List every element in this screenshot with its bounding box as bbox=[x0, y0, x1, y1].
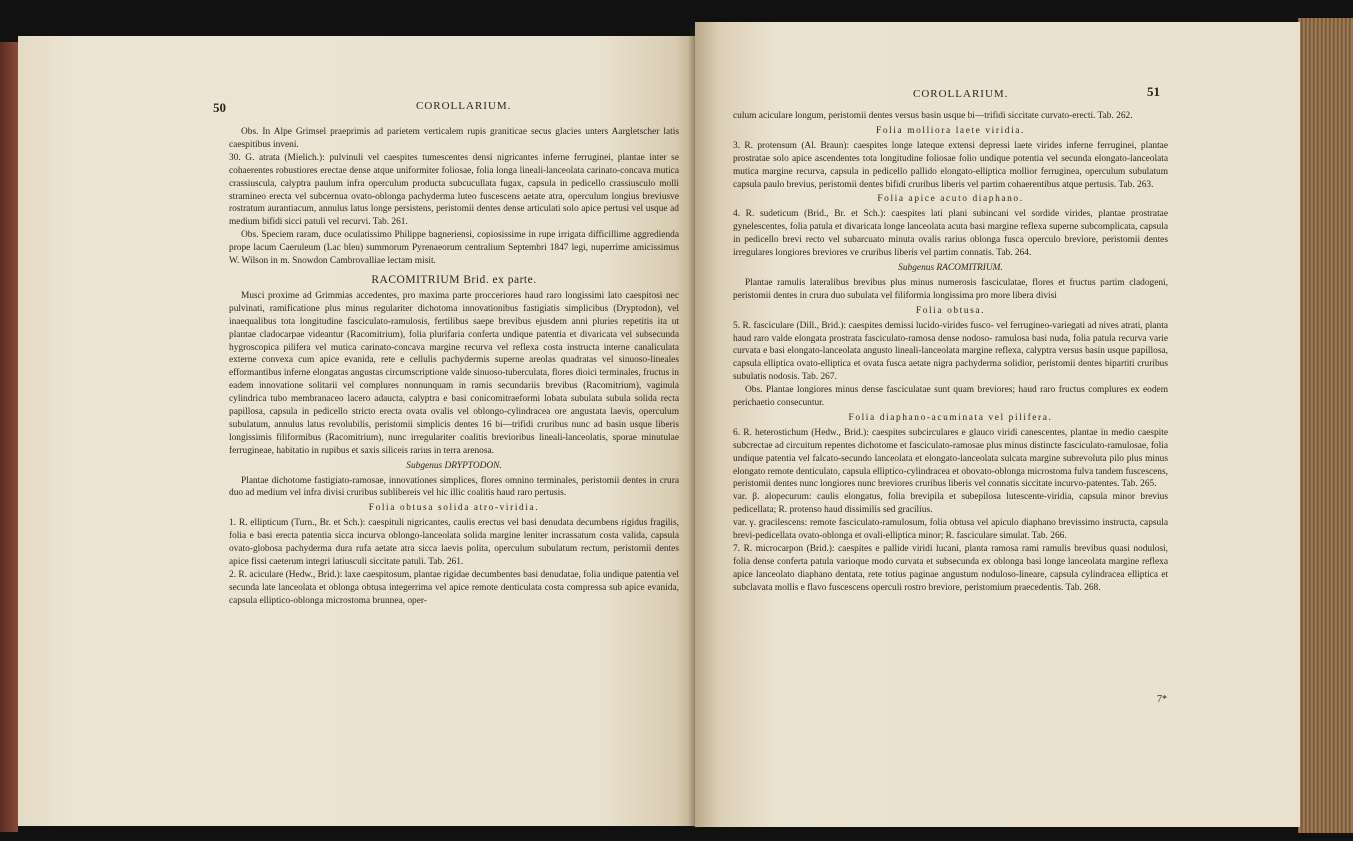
section-folia-obtusa-right: Folia obtusa. bbox=[915, 305, 986, 316]
species-fasciculare: 5. R. fasciculare (Dill., Brid.): caespites demissi lucido-virides fusco- vel ferrugineo-variegati ad nives atrati, planta haud raro valde elongata prostrata fasciculato-ramosa dense nodoso- ramulosa basi nuda, folia patula recurva varie curvata e basi elongato-lanceolata angusto lineali-lanceolata margine reflexa, calyptra versus basin usque papillosa, capsula elliptica ovato-elliptica et ovata fusca aetate nigra pachyderma solidior, peristomii dentes bipartiti cruribus subulatis nodosis. Tab. 267. bbox=[733, 320, 1168, 383]
variety-gracilescens: var. γ. gracilescens: remote fasciculato-ramulosum, folia obtusa vel apiculo diaphano brevissimo instructa, capsula brevi-pedicellata ovato-oblonga et ovali-elliptica minor; R. fasciculare simulat. Tab. 266. bbox=[733, 518, 1168, 542]
species-atrata: 30. G. atrata (Mielich.): pulvinuli vel caespites tumescentes densi nigricantes inferne ferruginei, plantae inter se cohaerentes robustiores erectae dense atque uniformiter foliosae, folia longa lineali-lanceolata carinato-concava mutica crassiuscula, calyptra paulum infra operculum producta subcucullata fugax, capsula in pedicello crassiusculo molli stramineo erecta vel subcernua ovato-oblonga pachyderma luteo fuscescens aetate atra, operculum longius breviusve rostratum aurantiacum, annulus latus longe persistens, peristomii dentes dense articulati solo apice pertusi vel usque ad medium bifidi sicci patuli vel recurvi. Tab. 261. bbox=[229, 152, 679, 228]
subgenus-racomitrium: Subgenus RACOMITRIUM. bbox=[898, 262, 1003, 273]
left-body bbox=[229, 126, 679, 608]
obs-atrata: Obs. Speciem raram, duce oculatissimo Philippe bagneriensi, copiosissime in rupe irrigata difficillime aggredienda prope lacum Caeruleum (Lac bleu) summorum Pyrenaeorum centralium Septembri 1847 legi, nuperrime amicissimus W. Wilson in m. Snowdon Cambrovalliae lectam misit. bbox=[229, 230, 679, 267]
subgenus-dryptodon: Subgenus DRYPTODON. bbox=[406, 460, 502, 471]
section-folia-molliora: Folia molliora laete viridia. bbox=[876, 125, 1025, 136]
page-number-left: 50 bbox=[213, 100, 226, 115]
variety-alopecurum: var. β. alopecurum: caulis elongatus, folia brevipila et subepilosa lutescente-viridia, capsula minor brevius pedicellata; R. protenso haud dissimilis sed gracilius. bbox=[733, 492, 1168, 516]
genus-heading: RACOMITRIUM Brid. ex parte. bbox=[371, 273, 537, 286]
section-folia-diaphano: Folia diaphano-acuminata vel pilifera. bbox=[848, 412, 1053, 423]
species-microcarpon: 7. R. microcarpon (Brid.): caespites e pallide viridi lucani, planta ramosa rami ramulis brevibus quasi nodulosi, folia dense conferta patula varioque modo curvata et subsecunda ex oblonga basi longe lanceolata margine reflexa apice lanceolato diaphano dentata, rete totius paginae angustum noduloso-lineare, capsula cylindracea elliptica et subclavata mollis e flavo fuscescens operculi rostro breviore, peristomium praecedentis. Tab. 268. bbox=[733, 544, 1168, 593]
species-aciculare: 2. R. aciculare (Hedw., Brid.): laxe caespitosum, plantae rigidae decumbentes basi denudatae, folia undique patentia vel secunda late lanceolata et oblonga obtusa integerrima vel apice remote denticulata costa compressa sub apice evanida, capsula elliptico-oblonga microstoma brunnea, oper- bbox=[229, 569, 679, 606]
species-sudeticum: 4. R. sudeticum (Brid., Br. et Sch.): caespites lati plani subincani vel sordide virides, plantae prostratae gynelescentes, folia patula et divaricata longe lanceolata acuta basi margine reflexa superne subcomplicata, capsula in pedicello brevi recto vel subarcuato minuta ovalis rarius oblonga fusca operculo breviore, peristomii dentes irregulares longiores breviores ve cruribus liberis vel partim connatis. Tab. 264. bbox=[733, 209, 1168, 259]
left-page bbox=[18, 36, 695, 826]
running-head-right: COROLLARIUM. bbox=[913, 88, 1009, 100]
species-protensum: 3. R. protensum (Al. Braun): caespites longe lateque extensi depressi laete virides inferne ferruginei, plantae prostratae solo apice ascendentes tota longitudine foliosae folio undique potentia vel secunda elongato-lanceolata mutica margine recurva, capsula in pedicello pallido elongato-elliptica mollior ferruginea, operculum subulatum capsula paulo brevius, peristomii dentes bifidi cruribus liberis vel partim cohaerentibus atque pertusis. Tab. 263. bbox=[733, 140, 1168, 190]
subgenus-racomitrium-description: Plantae ramulis lateralibus brevibus plus minus numerosis fasciculatae, flores et fructus partim cladogeni, peristomii dentes in crura duo subulata vel filiformia longissima pro more libera divisi bbox=[733, 277, 1168, 301]
section-folia-obtusa: Folia obtusa solida atro-viridia. bbox=[368, 503, 540, 514]
obs-fasciculare: Obs. Plantae longiores minus dense fasciculatae sunt quam breviores; haud raro fructus complures ex eodem perichaetio consecuntur. bbox=[733, 385, 1168, 409]
subgenus-description: Plantae dichotome fastigiato-ramosae, innovationes simplices, flores omnino terminales, peristomii dentes in crura duo ad medium vel infra divisi cruribus sublibereis vel hic illic coalitis haud raro pertusis. bbox=[229, 475, 679, 499]
right-page bbox=[695, 22, 1300, 827]
obs-grimsel: Obs. In Alpe Grimsel praeprimis ad parietem verticalem rupis graniticae secus glacies unters Aargletscher latis caespitibus inveni. bbox=[229, 127, 679, 150]
running-head-left: COROLLARIUM. bbox=[416, 100, 512, 112]
continuation-aciculare: culum aciculare longum, peristomii dentes versus basin usque bi—trifidi siccitate curvato-erecti. Tab. 262. bbox=[733, 111, 1133, 121]
section-folia-apice-acuto: Folia apice acuto diaphano. bbox=[877, 194, 1024, 205]
species-ellipticum: 1. R. ellipticum (Turn., Br. et Sch.): caespituli nigricantes, caulis erectus vel basi denudata decumbens rigidus fragilis, folia e basi erecta patentia sicca incurva oblongo-lanceolata solida margine leniter incrassatum costa valida, capsula ovato-globosa pachyderma dura rufa aetate atra sicca laevis polita, operculum subulatum rectum, peristomii dentes apice fissi caeterum integri latiusculi siccitate patuli. Tab. 261. bbox=[229, 518, 679, 567]
book-edge-right bbox=[1298, 18, 1353, 833]
signature-mark: 7* bbox=[1157, 694, 1167, 705]
species-heterostichum: 6. R. heterostichum (Hedw., Brid.): caespites subcirculares e glauco viridi canescentes, plantae in medio caespite subcrectae ad circuitum repentes dichotome et fasciculato-ramosae plus minus distincte fasciculato-ramulosae, folia undique patentia vel falcato-secundo lanceolata et elongato-lanceolata sulcata margine subrevoluta pilo plus minus elongato remote denticulato, capsula elliptico-cylindracea et obovato-oblonga microstoma fulva tandem fuscescens, peristomii dentes nunc longiores nunc breviores cruribus liberis vel connatis siccitate incurvo-patentes. Tab. 265. bbox=[733, 427, 1168, 490]
page-number-right: 51 bbox=[1147, 84, 1160, 99]
book-edge-left bbox=[0, 42, 18, 832]
genus-description: Musci proxime ad Grimmias accedentes, pro maxima parte procceriores haud raro longissimi lato caespitosi nec pulvinati, ramificatione plus minus regulariter dichotoma innovationibus fastigiatis simplicibus (Dryptodon), vel inaequalibus tota longitudine fasciculato-ramulosis, fertilibus saepe brevibus ejusdem anni pluries repetitis ita ut plantae cladocarpae videantur (Racomitrium), folia plurifaria conferta undique patentia et divaricata vel subsecunda hygroscopica pilifera vel mutica carinato-concava margine recurva vel reflexa costa instructa interne canaliculata externe convexa cum apice evanida, rete e cellulis pachydermis superne areolas quadratas vel sinuoso-lineales efformantibus inferne elongatas angustas circumscriptione valde sinuoso-tuberculata, flores dioici terminales, fructus in eadem innovatione solitarii vel complures nonnunquam in ramis secundariis brevibus (Racomitrium), vaginula cylindrica tubo membranaceo lacero adaucta, calyptra e basi conicomitraeformi lobata subulata subula solida recta papillosa, capsula in pedicello stricto erecta ovata ovalis vel oblongo-cylindracea ore angustata laevis, operculum subulatum, annulus latus revolubilis, peristomii simplicis dentes 16 bi—trifidi cruribus nunc ad basin usque liberis longissimis filiformibus (Racomitrium), nunc irregulariter coalitis brevioribus lineali-lanceolatis, sporae minutulae ferrugineae, habitatio in rupibus et saxis siliceis rarius in terra arenosa. bbox=[229, 290, 679, 456]
right-body bbox=[733, 110, 1168, 595]
